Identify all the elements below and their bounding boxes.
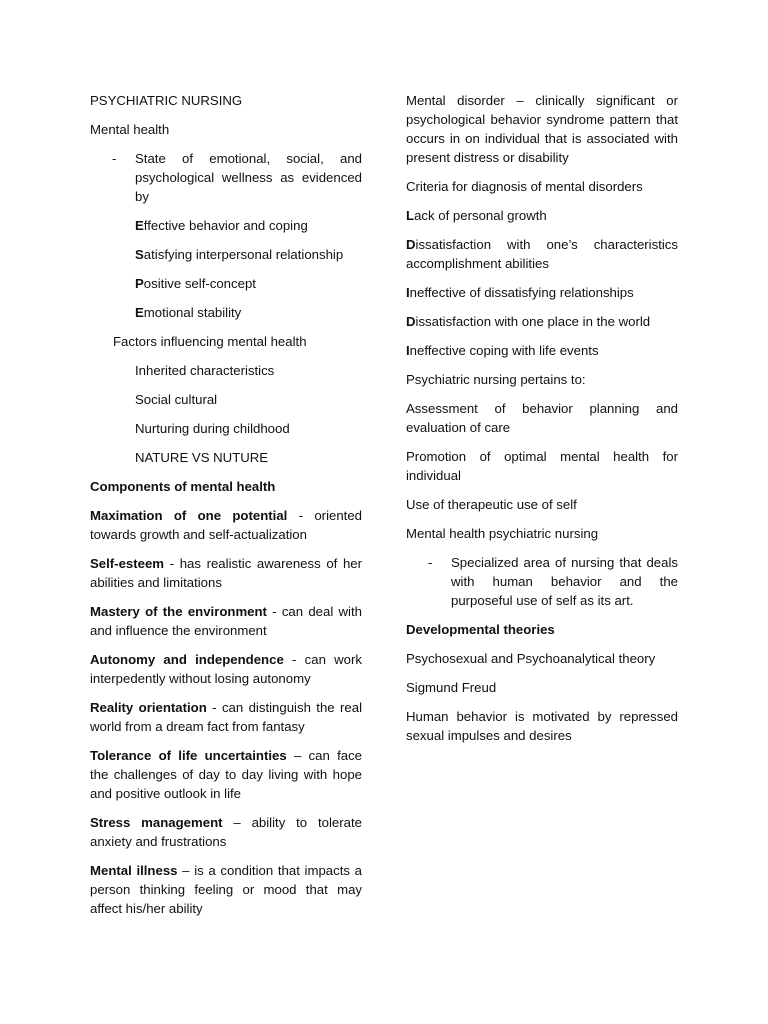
component-item (90, 746, 362, 803)
criteria-item (406, 312, 678, 331)
dash-marker: - (112, 151, 117, 166)
mhpn-heading: Mental health psychiatric nursing (406, 526, 599, 541)
criteria-text: issatisfaction with one’s characteristics accomplishment abilities (406, 237, 678, 271)
component-item (90, 698, 362, 736)
component-term: Mental illness (90, 863, 178, 878)
component-desc: – can face the challenges of day to day living with hope and positive outlook in life (90, 748, 362, 801)
mental-disorder-definition: Mental disorder – clinically significant or psychological behavior syndrome pattern that occurs in on individual that is associated with present distress or disability (406, 93, 678, 165)
pertains-item: Assessment of behavior planning and evaluation of care (406, 401, 678, 435)
mhpn-bullet-text: Specialized area of nursing that deals with human behavior and the purposeful use of self as its art. (451, 555, 678, 608)
wellness-item (90, 274, 362, 293)
right-column (406, 91, 678, 755)
wellness-item (90, 216, 362, 235)
component-term: Stress management (90, 815, 223, 830)
wellness-item (90, 303, 362, 322)
definition-text: State of emotional, social, and psychological wellness as evidenced by (135, 151, 362, 204)
initial-letter: D (406, 314, 416, 329)
criteria-text: neffective coping with life events (409, 343, 599, 358)
initial-letter: L (406, 208, 415, 223)
component-term: Maximation of one potential (90, 508, 288, 523)
component-desc: - has realistic awareness of her abilities and limitations (90, 556, 362, 590)
section-mental-health: Mental health (90, 122, 170, 137)
criteria-text: issatisfaction with one place in the world (415, 314, 651, 329)
factor-item: NATURE VS NUTURE (135, 450, 269, 465)
wellness-text: motional stability (143, 305, 242, 320)
document-title: PSYCHIATRIC NURSING (90, 93, 243, 108)
component-item (90, 506, 362, 544)
component-desc: - oriented towards growth and self-actualization (90, 508, 362, 542)
components-heading (90, 477, 362, 496)
factor-item: Nurturing during childhood (135, 421, 290, 436)
pertains-item: Promotion of optimal mental health for individual (406, 449, 678, 483)
initial-letter: E (135, 218, 144, 233)
component-desc: - can work interpedently without losing autonomy (90, 652, 363, 686)
component-item (90, 861, 362, 918)
component-term: Self-esteem (90, 556, 165, 571)
criteria-text: neffective of dissatisfying relationships (409, 285, 634, 300)
developmental-heading (406, 620, 678, 639)
mhpn-bullet (406, 553, 678, 610)
dash-marker: - (428, 555, 433, 570)
component-item (90, 650, 362, 688)
component-desc: - can distinguish the real world from a dream fact from fantasy (90, 700, 363, 734)
factor-item: Social cultural (135, 392, 218, 407)
criteria-item (406, 235, 678, 273)
left-column (90, 91, 362, 928)
component-term: Autonomy and independence (90, 652, 284, 667)
developmental-heading-text: Developmental theories (406, 622, 555, 637)
initial-letter: I (406, 285, 410, 300)
component-term: Reality orientation (90, 700, 207, 715)
pertains-item: Use of therapeutic use of self (406, 497, 577, 512)
component-term: Mastery of the environment (90, 604, 267, 619)
criteria-item (406, 206, 678, 225)
component-item (90, 813, 362, 851)
component-item (90, 554, 362, 592)
initial-letter: I (406, 343, 410, 358)
freud-description: Human behavior is motivated by repressed sexual impulses and desires (406, 709, 678, 743)
components-heading-text: Components of mental health (90, 479, 276, 494)
pertains-heading: Psychiatric nursing pertains to: (406, 372, 586, 387)
component-desc: - can deal with and influence the environment (90, 604, 362, 638)
factor-item: Inherited characteristics (135, 363, 275, 378)
component-item (90, 602, 362, 640)
factors-heading: Factors influencing mental health (113, 334, 307, 349)
initial-letter: D (406, 237, 416, 252)
wellness-text: atisfying interpersonal relationship (143, 247, 344, 262)
criteria-item (406, 283, 678, 302)
criteria-item (406, 341, 678, 360)
freud-name: Sigmund Freud (406, 680, 497, 695)
definition-bullet (90, 149, 362, 206)
psychosexual-theory: Psychosexual and Psychoanalytical theory (406, 651, 656, 666)
wellness-item (90, 245, 362, 264)
wellness-text: ositive self-concept (143, 276, 256, 291)
component-desc: – is a condition that impacts a person thinking feeling or mood that may affect his/her ability (90, 863, 362, 916)
component-desc: – ability to tolerate anxiety and frustrations (90, 815, 362, 849)
initial-letter: S (135, 247, 144, 262)
wellness-text: ffective behavior and coping (143, 218, 308, 233)
component-term: Tolerance of life uncertainties (90, 748, 287, 763)
criteria-text: ack of personal growth (414, 208, 547, 223)
criteria-heading: Criteria for diagnosis of mental disorders (406, 179, 643, 194)
initial-letter: P (135, 276, 144, 291)
initial-letter: E (135, 305, 144, 320)
